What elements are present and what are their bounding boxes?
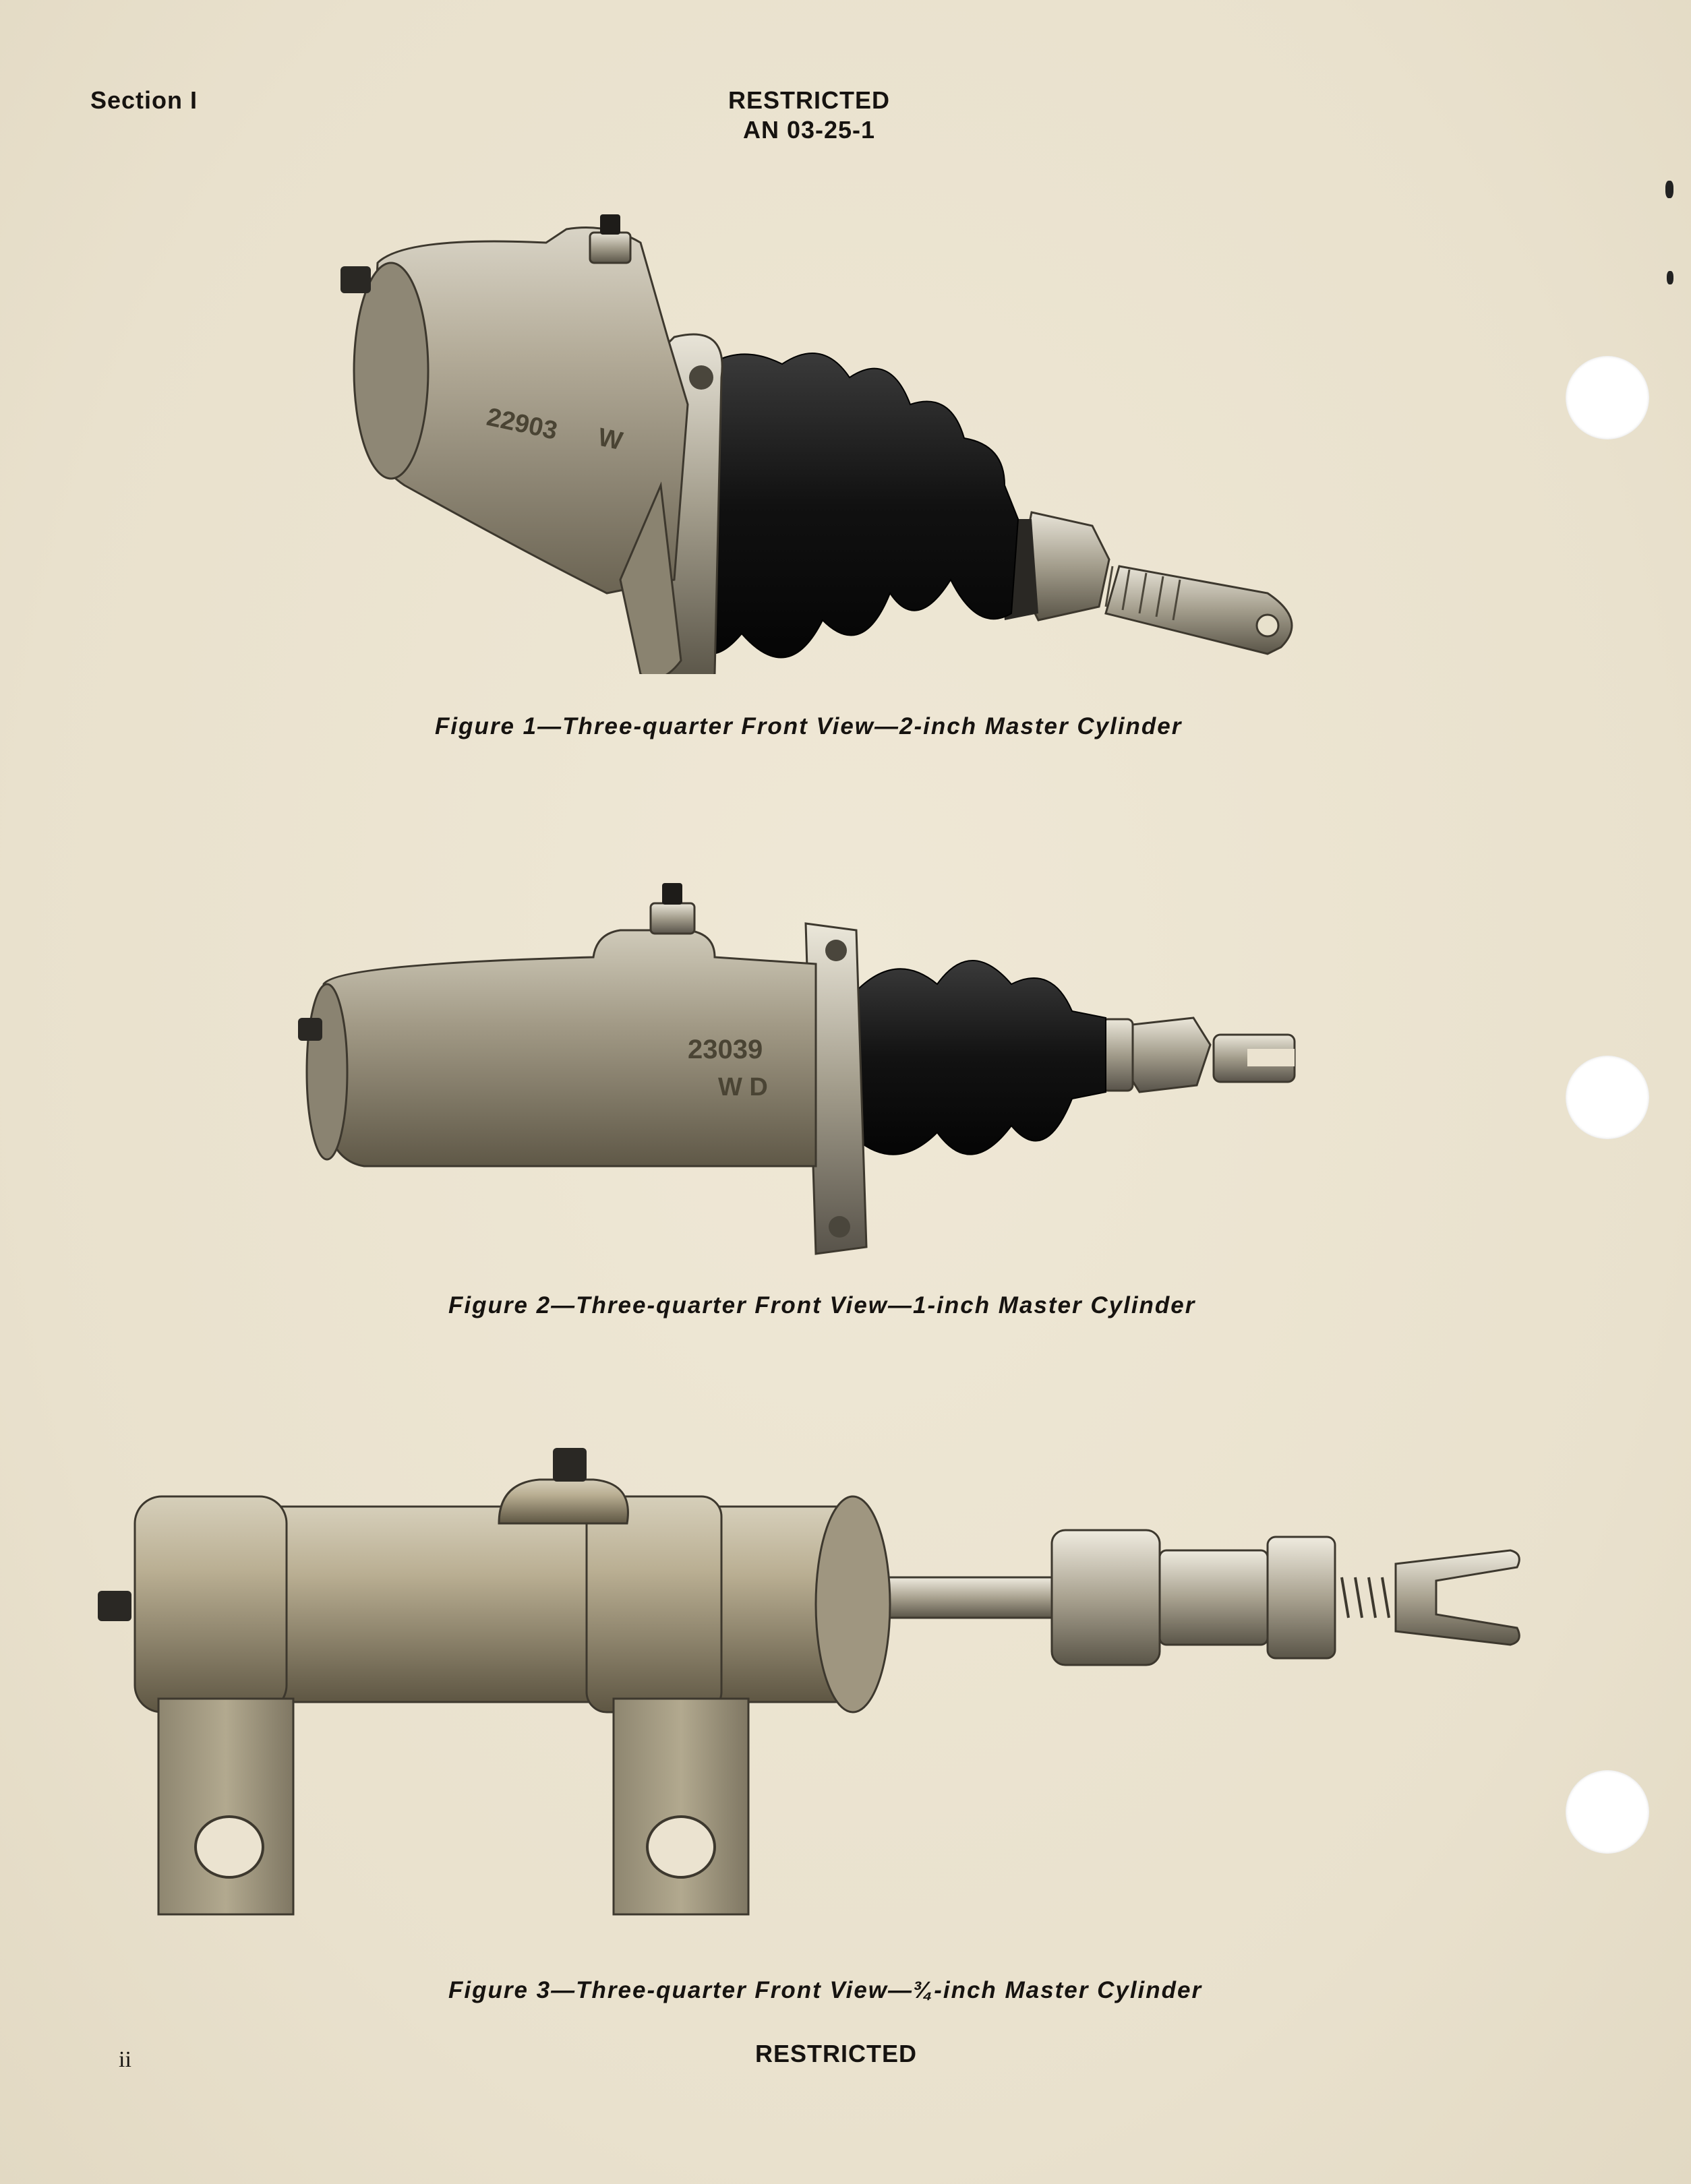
figure-1-casting-mark-2: W bbox=[595, 423, 625, 456]
restricted-footer: RESTRICTED bbox=[754, 2040, 917, 2067]
figure-1-photo bbox=[324, 202, 1322, 674]
figure-3-photo bbox=[94, 1443, 1524, 1928]
punch-hole-top bbox=[1566, 356, 1649, 439]
figure-1-casting-mark: 22903 bbox=[484, 402, 560, 446]
figure-2-casting-mark: 23039 bbox=[688, 1035, 763, 1064]
figure-1-caption: Figure 1—Three-quarter Front View—2-inch Master Cylinder bbox=[435, 713, 1183, 739]
edge-mark bbox=[1665, 181, 1673, 198]
figure-2-casting-mark-2: W D bbox=[718, 1073, 768, 1101]
punch-hole-middle bbox=[1566, 1056, 1649, 1139]
restricted-header: RESTRICTED bbox=[728, 86, 890, 114]
figure-3-caption: Figure 3—Three-quarter Front View—¾-inch Master Cylinder bbox=[448, 1977, 1203, 2003]
figure-2-caption: Figure 2—Three-quarter Front View—1-inch Master Cylinder bbox=[448, 1292, 1196, 1318]
punch-hole-bottom bbox=[1566, 1770, 1649, 1854]
document-number: AN 03-25-1 bbox=[742, 116, 876, 144]
section-label: Section I bbox=[90, 86, 198, 114]
figure-2-photo bbox=[297, 870, 1348, 1261]
edge-mark bbox=[1667, 271, 1673, 284]
page-number: ii bbox=[119, 2047, 131, 2072]
